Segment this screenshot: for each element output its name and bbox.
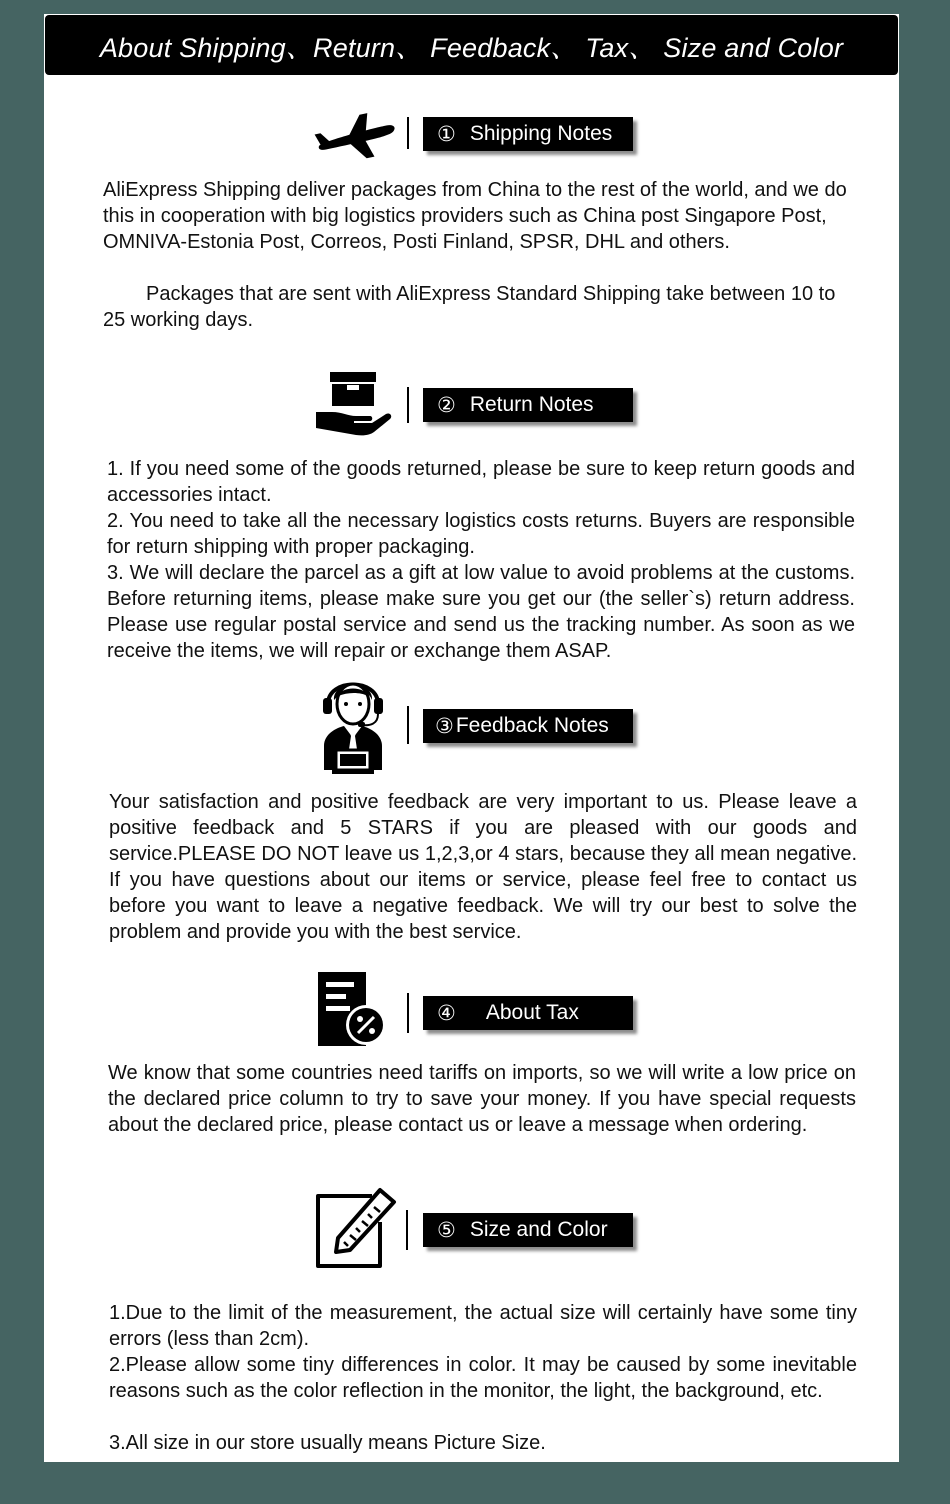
return-item-2: 2. You need to take all the necessary logistics costs returns. Buyers are responsible for return shipping with proper packaging. <box>107 510 855 558</box>
section-number: ④ <box>437 1001 456 1025</box>
shipping-notes-heading <box>423 117 633 151</box>
ruler-pencil-icon <box>314 1186 398 1270</box>
return-item-1: 1. If you need some of the goods returned, please be sure to keep return goods and accessories intact. <box>107 458 855 506</box>
shipping-paragraph-2: Packages that are sent with AliExpress Standard Shipping take between 10 to 25 working days. <box>103 283 836 331</box>
feedback-paragraph: Your satisfaction and positive feedback are very important to us. Please leave a positive feedback and 5 STARS if you are pleased with our goods and service.PLEASE DO NOT leave us 1,2,3,or 4 stars, because they all mean negative. If you have questions about our items or service, please feel free to contact us before you want to leave a negative feedback. We will try our best to solve the problem and provide you with the best service. <box>109 791 857 943</box>
shipping-paragraph-1: AliExpress Shipping deliver packages from China to the rest of the world, and we do this in cooperation with big logistics providers such as China post Singapore Post, OMNIVA-Estonia Post, Correos, Posti Finland, SPSR, DHL and others. <box>103 179 847 253</box>
size-item-1: 1.Due to the limit of the measurement, the actual size will certainly have some tiny errors (less than 2cm). <box>109 1302 857 1350</box>
size-item-3: 3.All size in our store usually means Picture Size. <box>109 1432 546 1454</box>
package-hand-icon <box>316 372 392 436</box>
airplane-icon <box>314 112 398 162</box>
section-number: ① <box>437 122 456 146</box>
page-banner <box>45 15 898 75</box>
about-tax-heading <box>423 996 633 1030</box>
section-title: Size and Color <box>469 1218 608 1241</box>
tax-document-icon <box>316 970 388 1048</box>
section-divider <box>407 706 409 744</box>
section-number: ⑤ <box>437 1218 456 1242</box>
customer-service-icon <box>320 670 386 776</box>
section-divider <box>406 1210 408 1250</box>
size-and-color-heading <box>423 1213 633 1247</box>
section-divider <box>407 387 409 423</box>
size-item-2: 2.Please allow some tiny differences in color. It may be caused by some inevitable reasons such as the color reflection in the monitor, the light, the background, etc. <box>109 1354 857 1402</box>
section-title: Return Notes <box>469 393 594 416</box>
section-number: ② <box>437 393 456 417</box>
return-item-3: 3. We will declare the parcel as a gift at low value to avoid problems at the customs. Before returning items, please make sure you get our (the seller`s) return address. Please use regular postal service and send us the tracking number. As soon as we receive the items, we will repair or exchange them ASAP. <box>107 562 855 662</box>
banner-title: About Shipping、Return、 Feedback、 Tax、 Size and Color <box>99 32 844 63</box>
feedback-notes-heading <box>423 709 633 743</box>
section-divider <box>407 117 409 149</box>
section-number: ③ <box>435 714 454 738</box>
section-title: Shipping Notes <box>469 122 613 145</box>
section-title: About Tax <box>485 1001 579 1024</box>
section-divider <box>407 993 409 1033</box>
section-title: Feedback Notes <box>455 714 609 737</box>
return-notes-heading <box>423 388 633 422</box>
tax-paragraph: We know that some countries need tariffs on imports, so we will write a low price on the declared price column to try to save your money. If you have special requests about the declared price, please contact us or leave a message when ordering. <box>108 1062 856 1136</box>
